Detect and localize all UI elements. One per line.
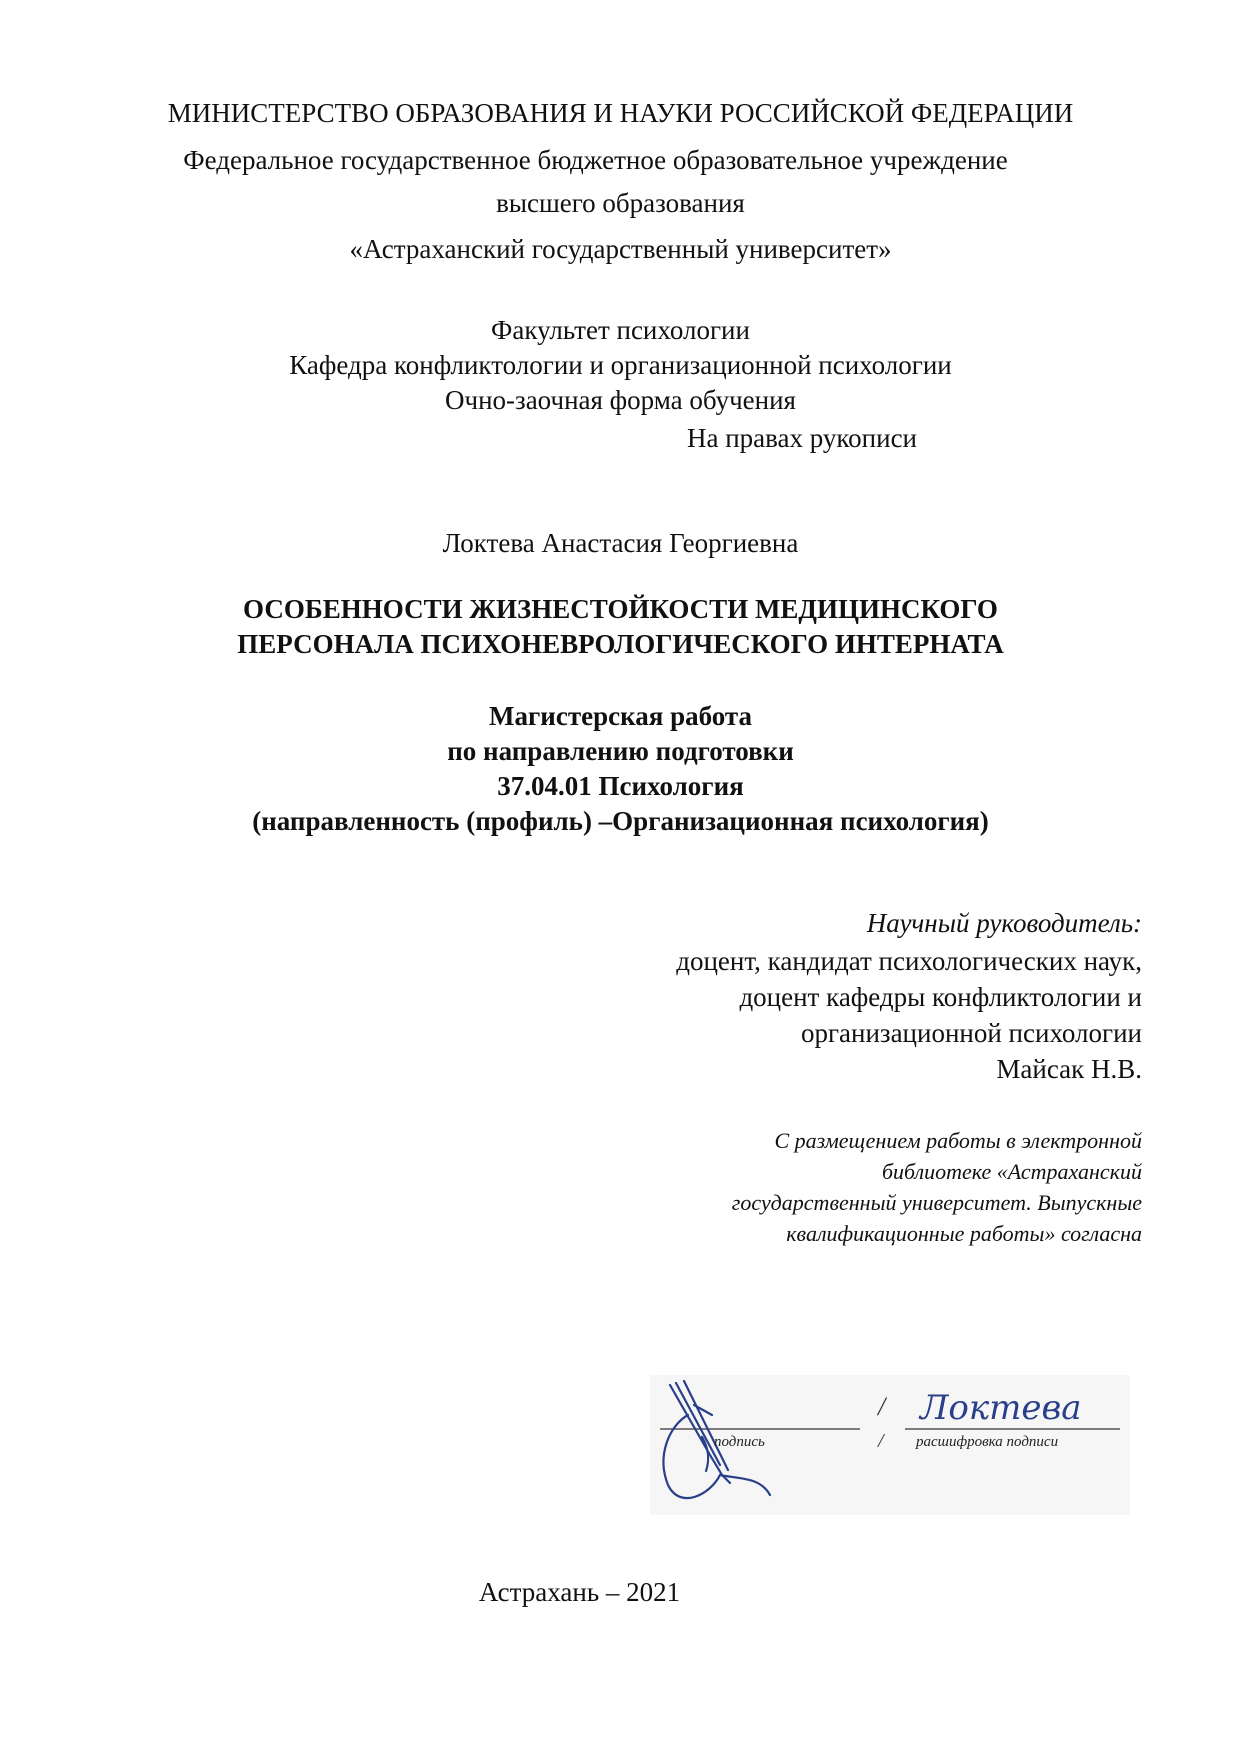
consent-line2: библиотеке «Астраханский xyxy=(881,1159,1142,1184)
supervisor-line3: организационной психологии xyxy=(800,1018,1142,1048)
sign-label: подпись xyxy=(714,1434,765,1450)
supervisor-line1: доцент, кандидат психологических наук, xyxy=(676,946,1142,976)
supervisor-name: Майсак Н.В. xyxy=(996,1054,1142,1084)
supervisor-line2: доцент кафедры конфликтологии и xyxy=(739,982,1142,1012)
slash-2: / xyxy=(878,1430,884,1452)
author-name: Локтева Анастасия Георгиевна xyxy=(442,528,799,558)
consent-line1: С размещением работы в электронной xyxy=(774,1128,1142,1153)
institution-line2: высшего образования xyxy=(496,188,745,218)
handwritten-name: Локтева xyxy=(920,1388,1082,1428)
university-name: «Астраханский государственный университет» xyxy=(349,234,892,264)
city-year: Астрахань – 2021 xyxy=(478,1577,681,1607)
institution-line1: Федеральное государственное бюджетное образовательное учреждение xyxy=(183,145,1008,175)
profile-line: (направленность (профиль) –Организационная психология) xyxy=(252,806,989,836)
decode-label: расшифровка подписи xyxy=(916,1434,1059,1450)
consent-line3: государственный университет. Выпускные xyxy=(731,1190,1142,1215)
manuscript-note: На правах рукописи xyxy=(686,423,917,453)
thesis-title-line2: ПЕРСОНАЛА ПСИХОНЕВРОЛОГИЧЕСКОГО ИНТЕРНАТА xyxy=(237,629,1004,659)
consent-line4: квалификационные работы» согласна xyxy=(786,1221,1142,1246)
study-form: Очно-заочная форма обучения xyxy=(445,385,796,415)
thesis-title-line1: ОСОБЕННОСТИ ЖИЗНЕСТОЙКОСТИ МЕДИЦИНСКОГО xyxy=(243,594,998,624)
slash-1: / xyxy=(878,1392,886,1421)
direction-code: 37.04.01 Психология xyxy=(497,771,744,801)
ministry-heading: МИНИСТЕРСТВО ОБРАЗОВАНИЯ И НАУКИ РОССИЙСКОЙ ФЕДЕРАЦИИ xyxy=(167,98,1074,128)
department-name: Кафедра конфликтологии и организационной психологии xyxy=(289,350,952,380)
work-type: Магистерская работа xyxy=(489,701,752,731)
signature-block xyxy=(650,1375,1130,1515)
direction-label: по направлению подготовки xyxy=(447,736,794,766)
supervisor-heading: Научный руководитель: xyxy=(866,908,1142,938)
faculty-name: Факультет психологии xyxy=(491,315,750,345)
